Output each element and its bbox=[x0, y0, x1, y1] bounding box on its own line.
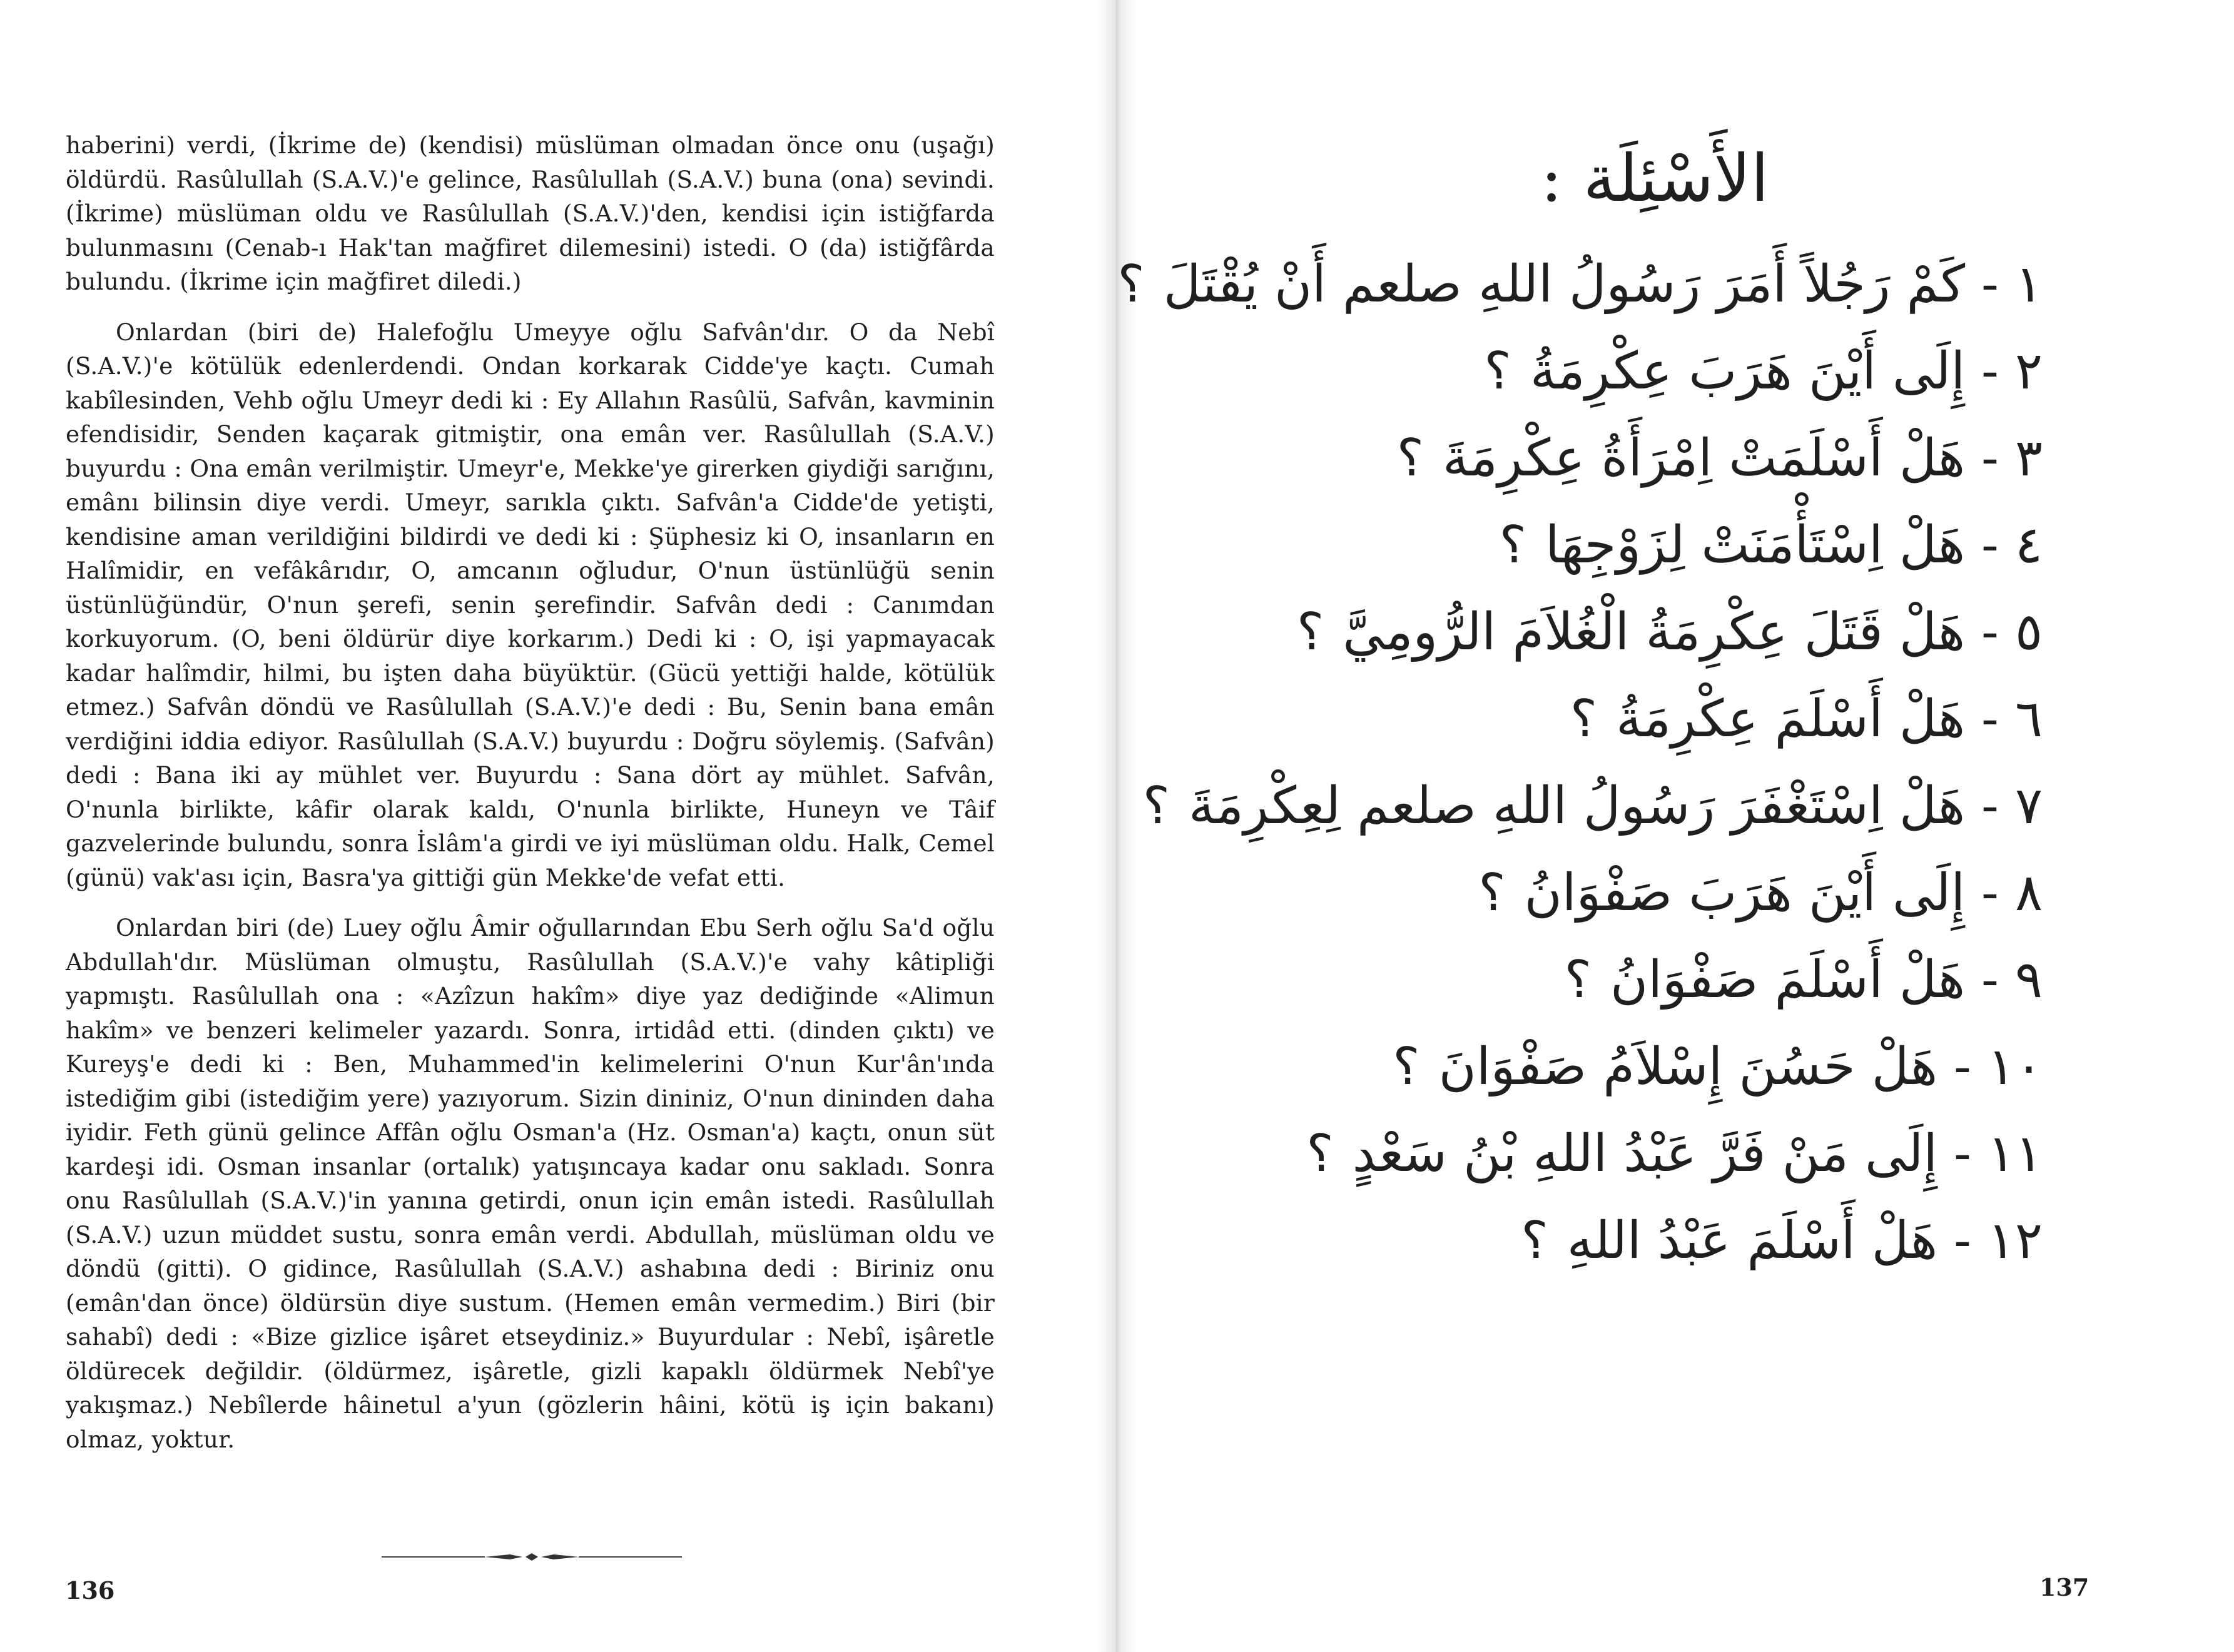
question-mark: ؟ bbox=[1296, 602, 1324, 662]
question-mark: ؟ bbox=[1142, 776, 1170, 836]
paragraph-1: haberini) verdi, (İkrime de) (kendisi) müslüman olmadan önce onu (uşağı) öldürdü. Rasûlullah (S.A.V.)'e gelince, Rasûlullah (S.A.V.) buna (ona) sevindi. (İkrime) müslüman oldu ve Rasûlullah (S.A.V.)'den, kendisi için istiğfarda bulunmasını (Cenab-ı Hak'tan mağfiret dilemesini) istedi. O (da) istiğfârda bulundu. (İkrime için mağfiret diledi.) bbox=[66, 131, 995, 295]
question-text: هَلْ أَسْلَمَ صَفْوَانُ bbox=[1610, 950, 1966, 1010]
questions-title: الأَسْئِلَة : bbox=[1540, 140, 1769, 216]
question-text: هَلْ أَسْلَمَ عَبْدُ اللهِ bbox=[1566, 1211, 1938, 1270]
question-text: هَلْ اِسْتَغْفَرَ رَسُولُ اللهِ صلعم لِعِكْرِمَةَ bbox=[1189, 776, 1966, 836]
question-item bbox=[1229, 328, 2043, 415]
question-mark: ؟ bbox=[1484, 342, 1511, 401]
question-text: إِلَى أَيْنَ هَرَبَ عِكْرِمَةُ bbox=[1530, 342, 1966, 401]
question-text: إِلَى أَيْنَ هَرَبَ صَفْوَانُ bbox=[1524, 863, 1966, 923]
question-number: ١٢ - bbox=[1954, 1211, 2043, 1270]
question-text: كَمْ رَجُلاً أَمَرَ رَسُولُ اللهِ صلعم أَنْ يُقْتَلَ bbox=[1163, 255, 1966, 314]
question-item bbox=[1229, 1110, 2043, 1197]
question-mark: ؟ bbox=[1396, 428, 1424, 488]
question-mark: ؟ bbox=[1393, 1037, 1420, 1097]
question-mark: ؟ bbox=[1478, 863, 1506, 923]
left-page bbox=[0, 0, 1101, 1652]
question-text: هَلْ أَسْلَمَ عِكْرِمَةُ bbox=[1616, 689, 1966, 749]
page-number-right: 137 bbox=[2039, 1573, 2089, 1601]
question-mark: ؟ bbox=[1306, 1124, 1334, 1183]
question-item bbox=[1229, 1197, 2043, 1284]
question-number: ٧ - bbox=[1981, 776, 2043, 836]
question-mark: ؟ bbox=[1117, 255, 1145, 314]
question-number: ٢ - bbox=[1981, 342, 2043, 401]
question-mark: ؟ bbox=[1499, 515, 1526, 575]
question-text: هَلْ قَتَلَ عِكْرِمَةُ الْغُلاَمَ الرُّومِيَّ bbox=[1343, 602, 1966, 662]
page-number-left: 136 bbox=[65, 1576, 115, 1604]
question-number: ٦ - bbox=[1981, 689, 2043, 749]
question-mark: ؟ bbox=[1521, 1211, 1548, 1270]
question-item bbox=[1229, 415, 2043, 502]
question-item bbox=[1229, 502, 2043, 589]
question-number: ١٠ - bbox=[1954, 1037, 2043, 1097]
paragraph-2: Onlardan (biri de) Halefoğlu Umeyye oğlu Safvân'dır. O da Nebî (S.A.V.)'e kötülük edenlerdendi. Ondan korkarak Cidde'ye kaçtı. Cumah kabîlesinden, Vehb oğlu Umeyr dedi ki : Ey Allahın Rasûlü, Safvân, kavminin efendisidir, Senden kaçarak gitmiştir, ona emân ver. Rasûlullah (S.A.V.) buyurdu : Ona emân verilmiştir. Umeyr'e, Mekke'ye girerken giydiği sarığını, emânı bilinsin diye verdi. Umeyr, sarıkla çıktı. Safvân'a Cidde'de yetişti, kendisine aman verildiğini bildirdi ve dedi ki : Şüphesiz ki O, insanların en Halîmidir, en vefâkârıdır, O, amcanın oğludur, O'nun üstünlüğü senin üstünlüğündür, O'nun şerefi, senin şerefindir. Safvân dedi : Canımdan korkuyorum. (O, beni öldürür diye korkarım.) Dedi ki : O, işi yapmayacak kadar halîmdir, hilmi, bu işten daha büyüktür. (Gücü yettiği halde, kötülük etmez.) Safvân döndü ve Rasûlullah (S.A.V.)'e dedi : Bu, Senin bana emân verdiğini iddia ediyor. Rasûlullah (S.A.V.) buyurdu : Doğru söylemiş. (Safvân) dedi : Bana iki ay mühlet ver. Buyurdu : Sana dört ay mühlet. Safvân, O'nunla birlikte, kâfir olarak kaldı, O'nunla birlikte, Huneyn ve Tâif gazvelerinde bulundu, sonra İslâm'a girdi ve iyi müslüman oldu. Halk, Cemel (günü) vak'ası için, Basra'ya gittiği gün Mekke'de vefat etti. bbox=[66, 318, 995, 891]
question-item bbox=[1229, 1023, 2043, 1110]
question-number: ٣ - bbox=[1981, 428, 2043, 488]
section-end-ornament bbox=[382, 1553, 682, 1561]
question-number: ١١ - bbox=[1954, 1124, 2043, 1183]
question-number: ٩ - bbox=[1981, 950, 2043, 1010]
right-page bbox=[1117, 0, 2234, 1652]
question-number: ٤ - bbox=[1981, 515, 2043, 575]
question-item bbox=[1229, 589, 2043, 676]
question-item bbox=[1117, 241, 2043, 328]
questions-list bbox=[1117, 241, 2043, 1284]
question-text: هَلْ حَسُنَ إِسْلاَمُ صَفْوَانَ bbox=[1438, 1037, 1938, 1097]
question-text: هَلْ أَسْلَمَتْ اِمْرَأَةُ عِكْرِمَةَ bbox=[1443, 428, 1966, 488]
question-item bbox=[1229, 936, 2043, 1023]
question-number: ١ - bbox=[1981, 255, 2043, 314]
question-mark: ؟ bbox=[1564, 950, 1592, 1010]
question-mark: ؟ bbox=[1570, 689, 1598, 749]
left-page-body bbox=[66, 128, 995, 1472]
question-item bbox=[1229, 849, 2043, 936]
question-text: إِلَى مَنْ فَرَّ عَبْدُ اللهِ بْنُ سَعْدٍ bbox=[1352, 1124, 1938, 1183]
question-text: هَلْ اِسْتَأْمَنَتْ لِزَوْجِهَا bbox=[1545, 515, 1966, 575]
question-item bbox=[1229, 676, 2043, 763]
question-item bbox=[1142, 763, 2043, 849]
question-number: ٥ - bbox=[1981, 602, 2043, 662]
paragraph-3: Onlardan biri (de) Luey oğlu Âmir oğullarından Ebu Serh oğlu Sa'd oğlu Abdullah'dır. Müslüman olmuştu, Rasûlullah (S.A.V.)'e vahy kâtipliği yapmıştı. Rasûlullah ona : «Azîzun hakîm» diye yaz dediğinde «Alimun hakîm» ve benzeri kelimeler yazardı. Sonra, irtidâd etti. (dinden çıktı) ve Kureyş'e dedi ki : Ben, Muhammed'in kelimelerini O'nun Kur'ân'ında istediğim gibi (istediğim yere) yazıyorum. Sizin dininiz, O'nun dininden daha iyidir. Feth günü gelince Affân oğlu Osman'a (Hz. Osman'a) kaçtı, onun süt kardeşi idi. Osman insanlar (ortalık) yatışıncaya kadar onu sakladı. Sonra onu Rasûlullah (S.A.V.)'in yanına getirdi, onun için emân istedi. Rasûlullah (S.A.V.) uzun müddet sustu, sonra emân verdi. Abdullah, müslüman oldu ve döndü (gitti). O gidince, Rasûlullah (S.A.V.) ashabına dedi : Biriniz onu (emân'dan önce) öldürsün diye sustum. (Hemen emân vermedim.) Biri (bir sahabî) dedi : «Bize gizlice işâret etseydiniz.» Buyurdular : Nebî, işâretle öldürecek değildir. (öldürmez, işâretle, gizli kapaklı öldürmek Nebî'ye yakışmaz.) Nebîlerde hâinetul a'yun (gözlerin hâini, kötü iş için bakanı) olmaz, yoktur. bbox=[66, 914, 995, 1453]
question-number: ٨ - bbox=[1981, 863, 2043, 923]
